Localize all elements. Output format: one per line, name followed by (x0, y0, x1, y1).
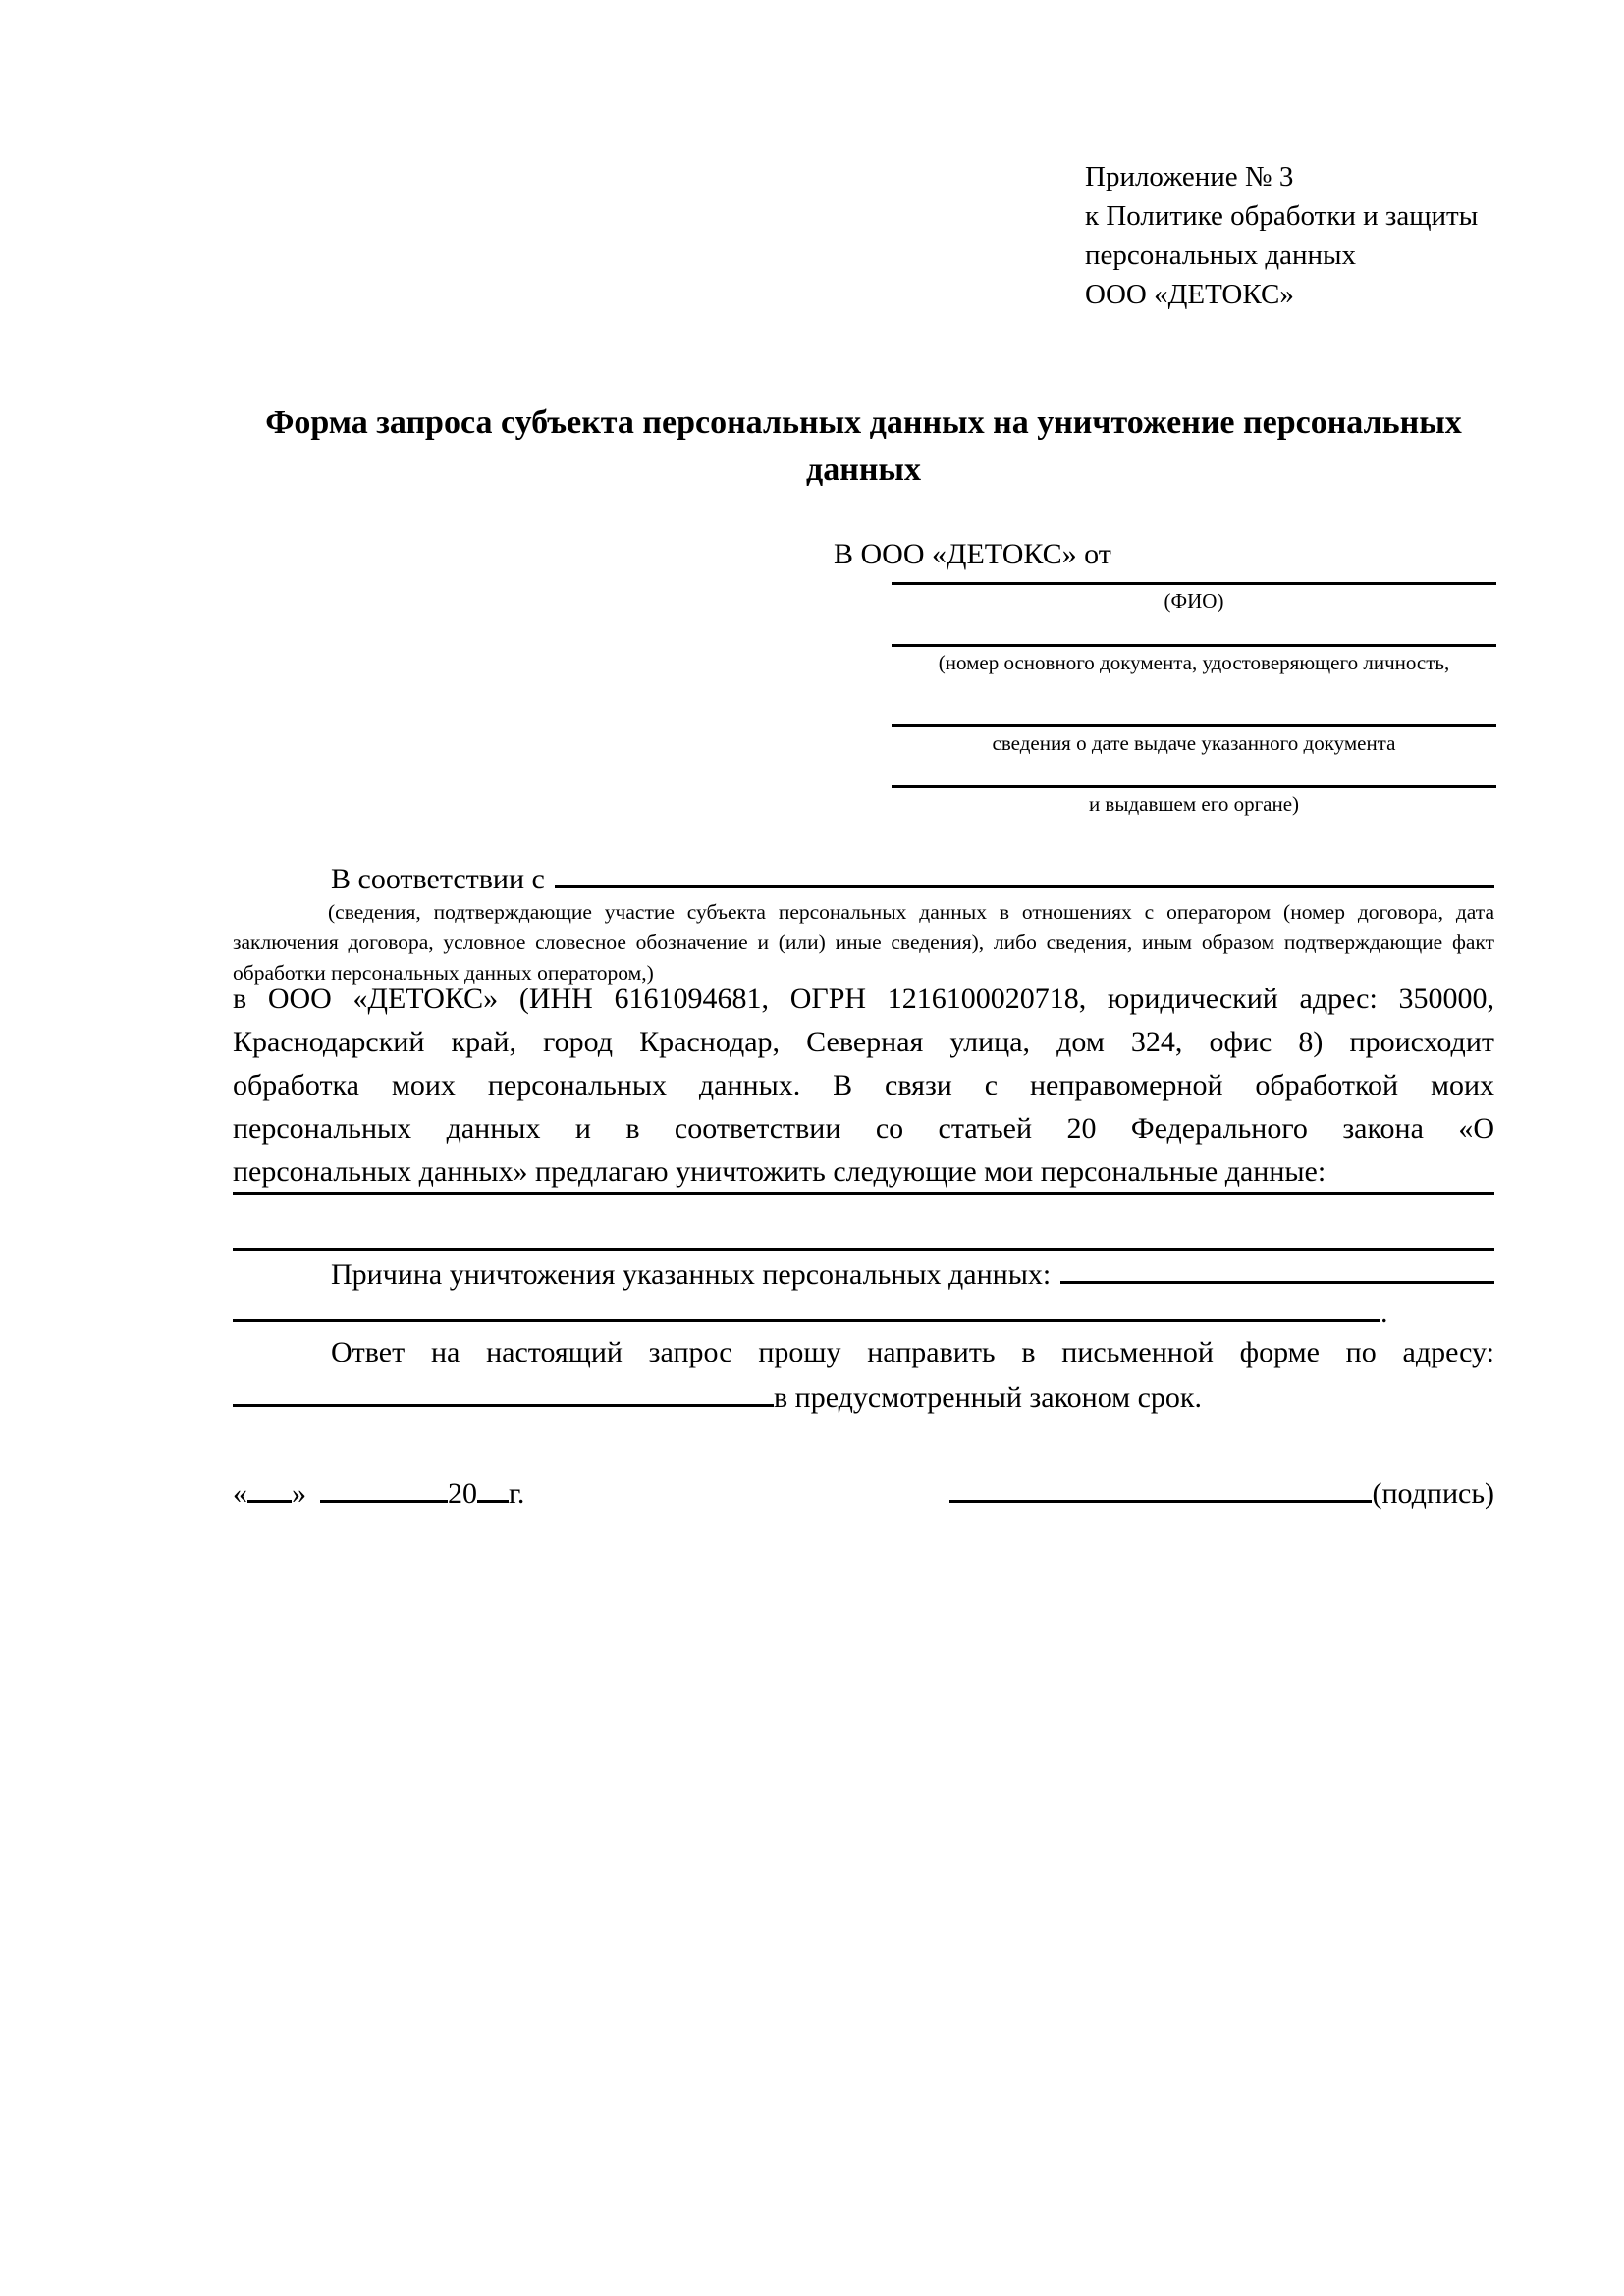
body-line: в ООО «ДЕТОКС» (ИНН 6161094681, ОГРН 1216100020718, юридический адрес: 350000, (233, 983, 1494, 1015)
body-line: Краснодарский край, город Краснодар, Северная улица, дом 324, офис 8) происходит (233, 1026, 1494, 1058)
answer-tail-text: в предусмотренный законом срок. (774, 1381, 1202, 1414)
open-quote: « (233, 1477, 247, 1510)
address-blank-line (233, 1374, 774, 1407)
date-signature-row (233, 1470, 1494, 1516)
month-blank-line (320, 1470, 448, 1503)
issuing-authority-caption: и выдавшем его органе) (1088, 792, 1300, 816)
form-title: Форма запроса субъекта персональных данных на уничтожение персональных данных (265, 404, 1462, 488)
answer-paragraph: Ответ на настоящий запрос прошу направить в письменной форме по адресу: (331, 1336, 1494, 1368)
reason-label: Причина уничтожения указанных персональных данных: (331, 1258, 1052, 1291)
year-blank-line (477, 1470, 509, 1503)
annex-line: персональных данных (1085, 240, 1357, 271)
issuing-authority-blank-line (892, 785, 1496, 788)
reason-blank-line (1060, 1252, 1494, 1284)
period-text: . (1380, 1297, 1388, 1329)
signature-blank-line (949, 1470, 1372, 1503)
data-blank-line-2 (233, 1248, 1494, 1251)
body-line: персональных данных и в соответствии со статьей 20 Федерального закона «О (233, 1112, 1494, 1145)
note-line: заключения договора, условное словесное обозначение и (или) иные сведения), либо сведения, иным образом подтверждающие факт (233, 931, 1494, 954)
annex-note (1085, 157, 1478, 314)
fio-caption: (ФИО) (1164, 589, 1224, 613)
signature-group (949, 1470, 1494, 1516)
signature-caption: (подпись) (1372, 1477, 1494, 1510)
date-group (233, 1470, 524, 1516)
body-line: персональных данных» предлагаю уничтожить следующие мои персональные данные: (233, 1155, 1326, 1188)
annex-line: ООО «ДЕТОКС» (1085, 279, 1294, 310)
accordance-blank-line (555, 856, 1494, 888)
reason-continuation-row (233, 1290, 1494, 1335)
document-number-caption: (номер основного документа, удостоверяющего личность, (938, 651, 1450, 674)
close-quote: » (292, 1477, 306, 1510)
issue-date-caption: сведения о дате выдаче указанного документа (992, 731, 1396, 755)
annex-line: Приложение № 3 (1085, 161, 1294, 192)
body-line: обработка моих персональных данных. В связи с неправомерной обработкой моих (233, 1069, 1494, 1101)
answer-continuation-row (233, 1374, 1494, 1419)
reason-blank-line-2 (233, 1290, 1380, 1322)
body-paragraph (233, 978, 1494, 1194)
data-blank-line-1 (233, 1192, 1494, 1195)
note-line: (сведения, подтверждающие участие субъекта персональных данных в отношениях с оператором (номер договора, дата (328, 900, 1494, 924)
annex-line: к Политике обработки и защиты (1085, 200, 1479, 232)
day-blank-line (247, 1470, 292, 1503)
accordance-note (233, 897, 1494, 988)
accordance-row (331, 856, 1494, 899)
note-line: обработки персональных данных оператором,) (233, 961, 654, 985)
accordance-lead: В соответствии с (331, 863, 545, 895)
fio-blank-line (892, 582, 1496, 585)
issue-date-blank-line (892, 724, 1496, 727)
year-suffix: г. (509, 1477, 525, 1510)
document-number-blank-line (892, 644, 1496, 647)
addressee-label: В ООО «ДЕТОКС» от (834, 538, 1111, 570)
year-prefix: 20 (448, 1477, 477, 1510)
